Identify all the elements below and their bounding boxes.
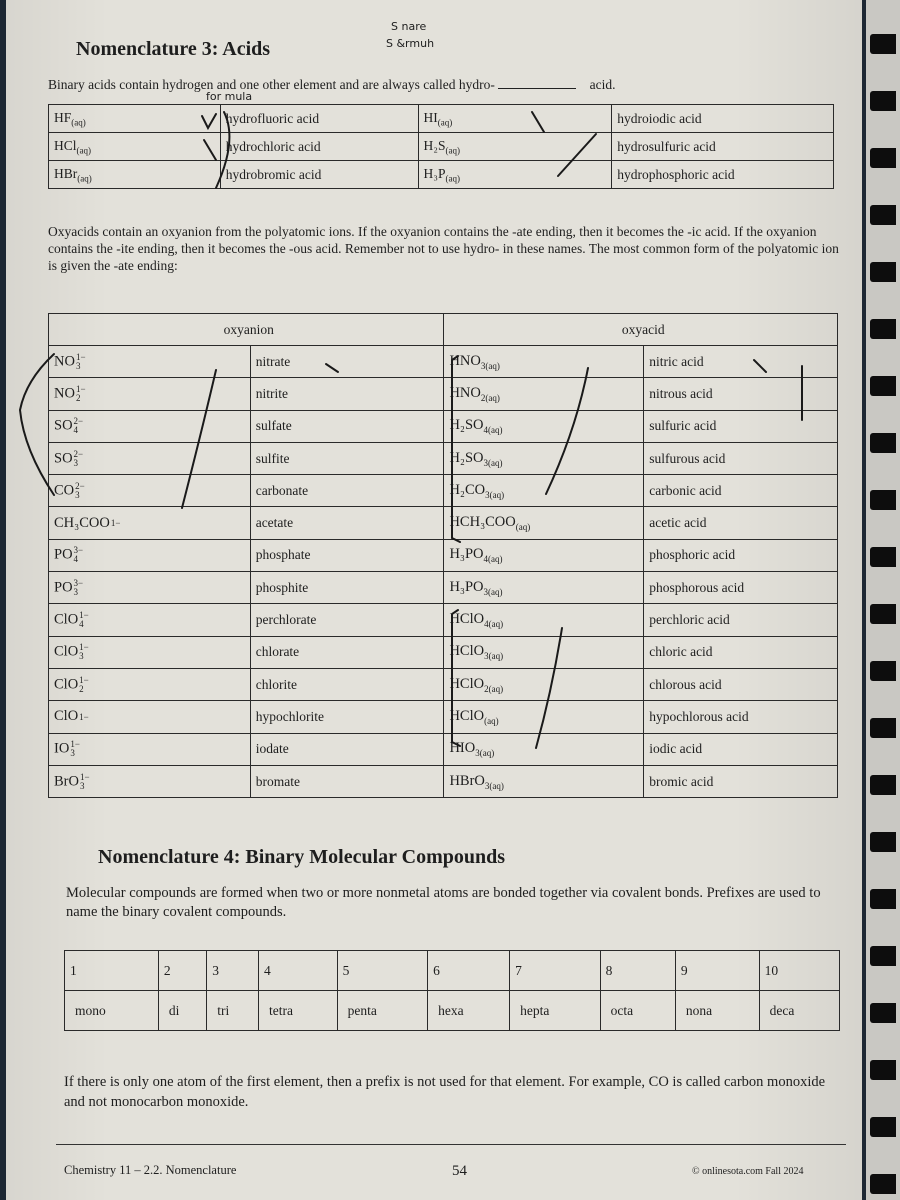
binding-ring — [870, 1060, 896, 1080]
binary-acid-row — [49, 105, 834, 133]
oxyanion-name: sulfite — [250, 442, 444, 474]
binding-ring — [870, 1117, 896, 1137]
oxyanion-name: nitrite — [250, 378, 444, 410]
binary-acid-formula: $H_2S_{(aq)}$ — [418, 133, 612, 161]
handwritten-note-top-1: S nare — [391, 20, 427, 33]
oxyacid-formula: $H_3PO_{4(aq)}$ — [444, 539, 644, 571]
binding-ring — [870, 604, 896, 624]
prefix-number: 6 — [428, 951, 510, 991]
oxyacid-formula: HBrO$_{3(aq)}$ — [444, 765, 644, 797]
prefix-name: hepta — [510, 991, 600, 1031]
oxyacid-name: acetic acid — [644, 507, 838, 539]
oxyacid-formula: $H_2SO_{3(aq)}$ — [444, 442, 644, 474]
prefix-number: 9 — [675, 951, 759, 991]
oxyacid-name: phosphorous acid — [644, 572, 838, 604]
oxyanion-name: chlorite — [250, 668, 444, 700]
oxyacid-row — [49, 668, 838, 700]
oxyanion-formula: NO 1− 2 — [49, 378, 251, 410]
oxyanion-name: bromate — [250, 765, 444, 797]
oxyanion-header: oxyanion — [49, 314, 444, 346]
oxyacid-name: chloric acid — [644, 636, 838, 668]
binding-ring — [870, 319, 896, 339]
oxyacid-row — [49, 410, 838, 442]
prefix-number: 3 — [207, 951, 259, 991]
oxyacid-row — [49, 765, 838, 797]
binding-ring — [870, 91, 896, 111]
binding-ring — [870, 34, 896, 54]
oxyacid-name: chlorous acid — [644, 668, 838, 700]
oxyanion-name: phosphite — [250, 572, 444, 604]
oxyanion-formula: PO 3− 4 — [49, 539, 251, 571]
prefix-name: deca — [759, 991, 839, 1031]
oxyacid-row — [49, 507, 838, 539]
oxyacid-row — [49, 701, 838, 733]
binding-ring — [870, 490, 896, 510]
oxyacid-row — [49, 378, 838, 410]
oxyacid-name: nitric acid — [644, 346, 838, 378]
oxyanion-name: hypochlorite — [250, 701, 444, 733]
binding-ring — [870, 205, 896, 225]
oxyacids-intro: Oxyacids contain an oxyanion from the polyatomic ions. If the oxyanion contains the -ate ending, then it becomes the -ic acid. If the oxyanion contains the -ite ending, then it becomes the -ous acid. Remember not to use hydro- in these names. The most common form of the polyatomic ion is given the -ate ending: — [48, 224, 839, 273]
binary-acid-formula: HBr$_{(aq)}$ — [49, 161, 221, 189]
worksheet-page — [6, 0, 862, 1200]
binary-acid-name: hydrochloric acid — [220, 133, 418, 161]
binary-acids-table — [48, 104, 834, 189]
prefix-name: mono — [65, 991, 159, 1031]
prefix-name: tri — [207, 991, 259, 1031]
binding-ring — [870, 832, 896, 852]
oxyacid-formula: $HNO_{2(aq)}$ — [444, 378, 644, 410]
footer-page-number: 54 — [452, 1163, 467, 1179]
binding-ring — [870, 1174, 896, 1194]
oxyanion-formula: ClO 1− 2 — [49, 668, 251, 700]
oxyanion-name: phosphate — [250, 539, 444, 571]
oxyacid-row — [49, 539, 838, 571]
binding-ring — [870, 547, 896, 567]
oxyanion-name: chlorate — [250, 636, 444, 668]
binding-ring — [870, 889, 896, 909]
oxyacid-formula: HClO$_{3(aq)}$ — [444, 636, 644, 668]
oxyacid-row — [49, 636, 838, 668]
prefix-number: 1 — [65, 951, 159, 991]
handwritten-note-top-2: S &rmuh — [386, 37, 435, 50]
oxyacid-formula: $HIO_{3(aq)}$ — [444, 733, 644, 765]
binary-acid-formula: HCl$_{(aq)}$ — [49, 133, 221, 161]
prefix-table — [64, 950, 840, 1031]
binary-acid-formula: $HF_{(aq)}$ — [49, 105, 221, 133]
oxyacid-formula: $H_3PO_{3(aq)}$ — [444, 572, 644, 604]
binding-ring — [870, 148, 896, 168]
prefix-name: nona — [675, 991, 759, 1031]
prefix-number: 4 — [258, 951, 337, 991]
binary-acid-name: hydroiodic acid — [612, 105, 834, 133]
oxyacid-formula: HClO$_{(aq)}$ — [444, 701, 644, 733]
oxyanion-name: perchlorate — [250, 604, 444, 636]
binding-ring — [870, 433, 896, 453]
footer-rule — [56, 1144, 846, 1145]
oxyanion-formula: CO 2− 3 — [49, 475, 251, 507]
oxyacid-formula: $H_2CO_{3(aq)}$ — [444, 475, 644, 507]
prefix-name: tetra — [258, 991, 337, 1031]
oxyanion-name: acetate — [250, 507, 444, 539]
oxyanion-name: sulfate — [250, 410, 444, 442]
binary-acid-name: hydrophosphoric acid — [612, 161, 834, 189]
oxyacid-row — [49, 604, 838, 636]
prefix-name: di — [158, 991, 206, 1031]
spiral-binding — [866, 0, 900, 1200]
oxyacid-name: phosphoric acid — [644, 539, 838, 571]
oxyacid-formula: HClO$_{4(aq)}$ — [444, 604, 644, 636]
footer-copyright: © onlinesota.com Fall 2024 — [692, 1166, 804, 1177]
binding-ring — [870, 376, 896, 396]
prefix-name: penta — [337, 991, 427, 1031]
oxyanion-formula: PO 3− 3 — [49, 572, 251, 604]
binary-acid-row — [49, 161, 834, 189]
molecular-intro: Molecular compounds are formed when two or more nonmetal atoms are bonded together via covalent bonds. Prefixes are used to name the binary covalent compounds. — [66, 885, 821, 920]
oxyacid-name: sulfuric acid — [644, 410, 838, 442]
oxyacid-name: hypochlorous acid — [644, 701, 838, 733]
oxyanion-formula: SO 2− 3 — [49, 442, 251, 474]
oxyanion-formula: CH₃COO 1− — [49, 507, 251, 539]
oxyacid-formula: $HCH_3COO_{(aq)}$ — [444, 507, 644, 539]
binding-ring — [870, 775, 896, 795]
binary-acids-intro-text: Binary acids contain hydrogen and one other element and are always called hydro- — [48, 77, 495, 92]
handwritten-note-formula: for mula — [206, 90, 253, 103]
oxyanion-formula: BrO 1− 3 — [49, 765, 251, 797]
oxyacid-row — [49, 346, 838, 378]
oxyanion-formula: SO 2− 4 — [49, 410, 251, 442]
binding-ring — [870, 262, 896, 282]
prefix-number: 5 — [337, 951, 427, 991]
oxyacid-name: iodic acid — [644, 733, 838, 765]
binary-acids-intro-end: acid. — [589, 77, 616, 92]
oxyacid-row — [49, 442, 838, 474]
oxyacid-formula: $HNO_{3(aq)}$ — [444, 346, 644, 378]
prefix-number: 10 — [759, 951, 839, 991]
oxyacid-name: bromic acid — [644, 765, 838, 797]
oxyacid-row — [49, 572, 838, 604]
footer-course: Chemistry 11 – 2.2. Nomenclature — [64, 1163, 237, 1177]
binding-ring — [870, 1003, 896, 1023]
oxyanion-name: nitrate — [250, 346, 444, 378]
binding-ring — [870, 661, 896, 681]
oxyanion-name: carbonate — [250, 475, 444, 507]
oxyacid-name: perchloric acid — [644, 604, 838, 636]
binary-acid-name: hydrosulfuric acid — [612, 133, 834, 161]
oxyanion-name: iodate — [250, 733, 444, 765]
binary-acid-formula: $H_3P_{(aq)}$ — [418, 161, 612, 189]
acids-section-title: Nomenclature 3: Acids — [76, 38, 271, 60]
binary-acid-row — [49, 133, 834, 161]
binary-acid-formula: $HI_{(aq)}$ — [418, 105, 612, 133]
binary-acids-intro — [48, 76, 848, 93]
oxyacid-row — [49, 733, 838, 765]
oxyanion-formula: ClO 1− 4 — [49, 604, 251, 636]
prefix-name: octa — [600, 991, 675, 1031]
molecular-section-title: Nomenclature 4: Binary Molecular Compounds — [98, 846, 506, 868]
oxyanion-formula: IO 1− 3 — [49, 733, 251, 765]
oxyacid-row — [49, 475, 838, 507]
oxyanion-formula: NO 1− 3 — [49, 346, 251, 378]
prefix-name: hexa — [428, 991, 510, 1031]
oxyacid-name: nitrous acid — [644, 378, 838, 410]
oxyanion-formula: ClO 1− 3 — [49, 636, 251, 668]
prefix-number: 8 — [600, 951, 675, 991]
oxyacid-formula: $H_2SO_{4(aq)}$ — [444, 410, 644, 442]
binary-acid-name: hydrobromic acid — [220, 161, 418, 189]
prefix-number: 2 — [158, 951, 206, 991]
prefix-number: 7 — [510, 951, 600, 991]
oxyacid-formula: HClO$_{2(aq)}$ — [444, 668, 644, 700]
prefix-note: If there is only one atom of the first element, then a prefix is not used for that element. For example, CO is called carbon monoxide and not monocarbon monoxide. — [64, 1074, 826, 1110]
oxyacids-table — [48, 313, 838, 798]
oxyanion-formula: ClO 1− — [49, 701, 251, 733]
binding-ring — [870, 718, 896, 738]
blank-line — [498, 88, 576, 89]
binary-acid-name: hydrofluoric acid — [220, 105, 418, 133]
binding-ring — [870, 946, 896, 966]
oxyacid-header: oxyacid — [444, 314, 838, 346]
oxyacid-name: sulfurous acid — [644, 442, 838, 474]
oxyacid-name: carbonic acid — [644, 475, 838, 507]
